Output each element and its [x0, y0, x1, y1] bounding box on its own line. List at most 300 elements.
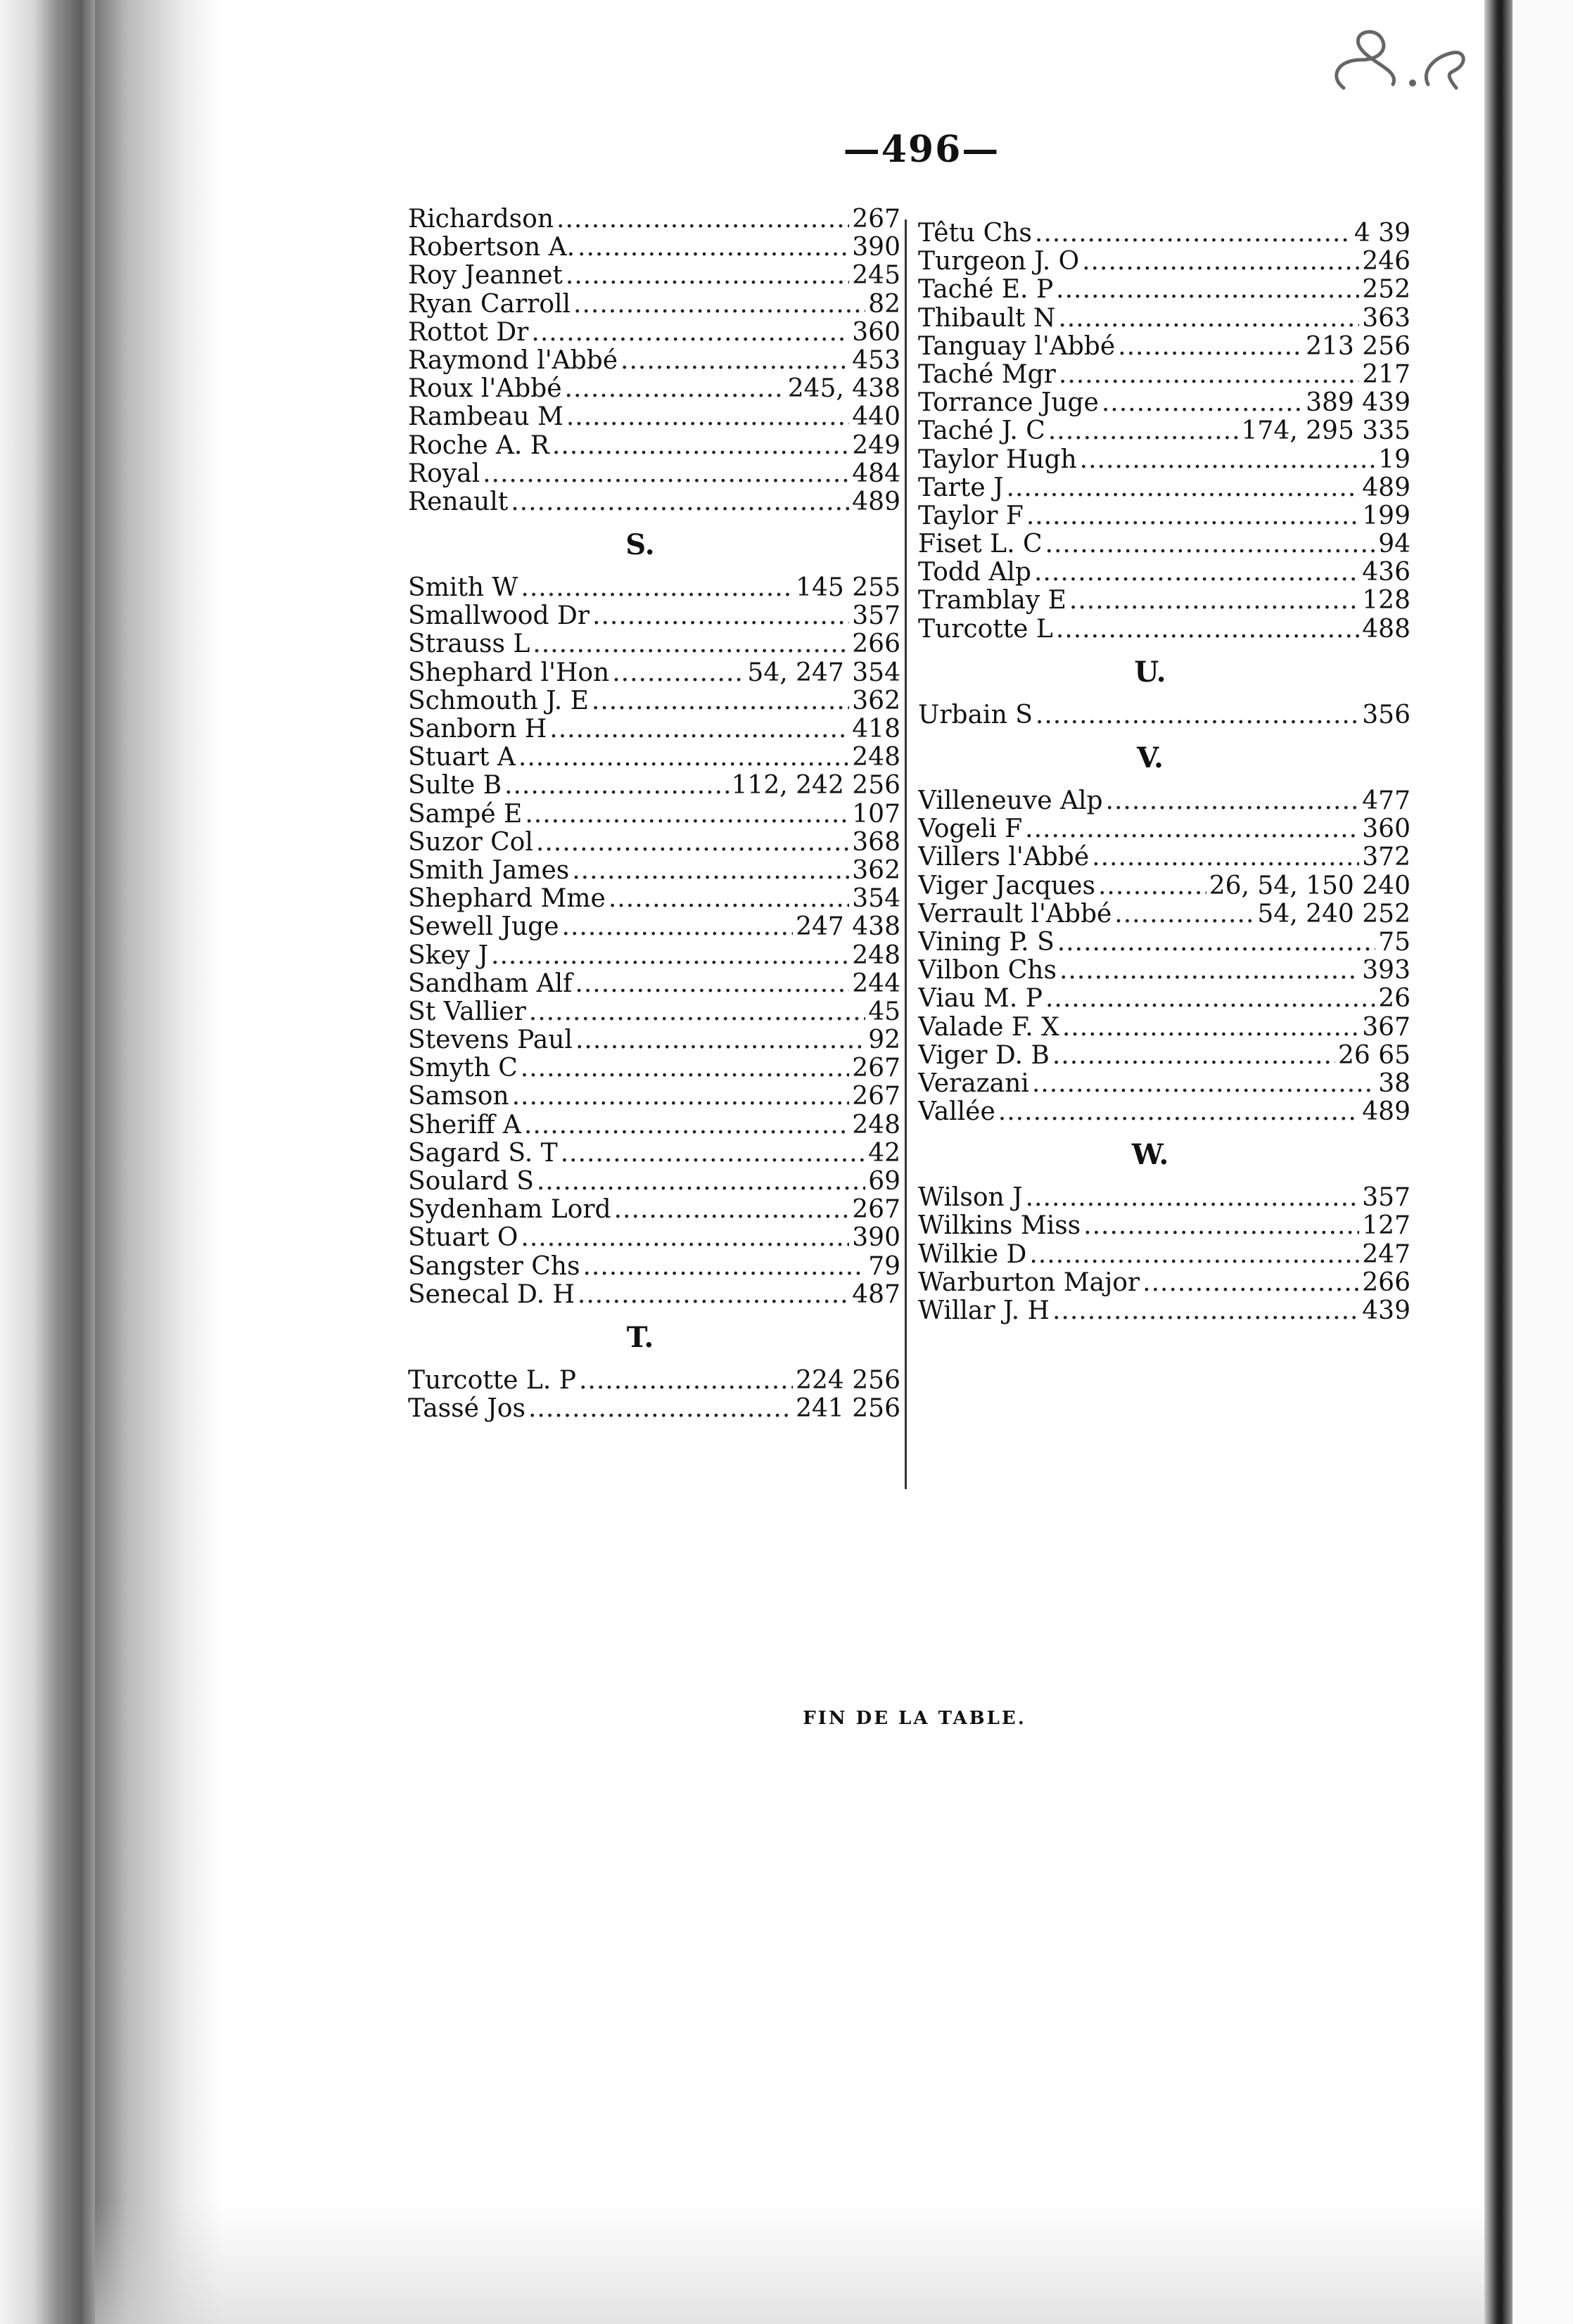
entry-pages: 249: [852, 431, 900, 460]
entry-pages: 174, 295 335: [1241, 417, 1410, 446]
dot-leader: [483, 460, 849, 488]
entry-name: Senecal D. H: [408, 1280, 575, 1309]
dot-leader: [1035, 219, 1351, 248]
entry-pages: 267: [852, 1054, 900, 1083]
entry-name: Vilbon Chs: [918, 957, 1057, 985]
handwritten-mark: [1323, 21, 1477, 98]
entry-name: Verazani: [918, 1069, 1029, 1098]
entry-name: Willar J. H: [918, 1297, 1050, 1325]
dot-leader: [1069, 587, 1359, 615]
dot-leader: [1098, 872, 1206, 900]
section-t-continued: [918, 219, 1410, 644]
entry-name: Turcotte L. P: [408, 1366, 576, 1395]
entry-name: Schmouth J. E: [408, 687, 589, 715]
entry-pages: 360: [1362, 815, 1410, 844]
section-heading-v: V.: [1137, 741, 1164, 774]
entry-name: Roche A. R: [408, 431, 549, 460]
entry-pages: 248: [852, 941, 900, 970]
entry-name: Todd Alp: [918, 558, 1031, 587]
index-entry: [918, 615, 1410, 644]
entry-name: Tarte J: [918, 473, 1004, 502]
entry-name: Sangster Chs: [408, 1252, 580, 1281]
entry-name: Verrault l'Abbé: [918, 900, 1112, 928]
index-entry: [408, 857, 900, 885]
entry-pages: 436: [1362, 558, 1410, 587]
dot-leader: [1106, 787, 1360, 815]
entry-name: Stevens Paul: [408, 1026, 573, 1055]
entry-pages: 244: [852, 969, 900, 998]
index-entry: [918, 815, 1410, 843]
dot-leader: [1029, 1241, 1359, 1269]
index-entry: [918, 474, 1410, 502]
entry-pages: 26 65: [1337, 1041, 1410, 1070]
entry-name: Raymond l'Abbé: [408, 346, 618, 375]
entry-name: St Vallier: [408, 997, 526, 1026]
entry-name: Stuart O: [408, 1224, 518, 1253]
dot-leader: [1052, 1042, 1335, 1070]
index-entry: [408, 772, 900, 800]
entry-pages: 393: [1362, 957, 1410, 985]
entry-pages: 390: [852, 234, 900, 262]
entry-name: Urbain S: [918, 701, 1033, 729]
entry-name: Shephard l'Hon: [408, 658, 610, 687]
entry-name: Wilkins Miss: [918, 1212, 1081, 1241]
dot-leader: [536, 829, 849, 857]
index-entry: [918, 787, 1410, 815]
dot-leader: [620, 347, 849, 375]
entry-pages: 107: [852, 800, 900, 829]
index-entry: [408, 432, 900, 460]
entry-name: Sandham Alf: [408, 969, 573, 998]
entry-pages: 247 438: [796, 913, 900, 942]
index-entry: [408, 885, 900, 913]
dot-leader: [1026, 1184, 1360, 1212]
entry-name: Turgeon J. O: [918, 248, 1080, 276]
dot-leader: [1092, 843, 1359, 872]
dot-leader: [614, 1196, 850, 1224]
index-entry: [408, 1196, 900, 1224]
entry-pages: 267: [852, 1196, 900, 1225]
dot-leader: [609, 885, 849, 913]
index-entry: [918, 1014, 1410, 1042]
dot-leader: [561, 1139, 866, 1168]
entry-pages: 357: [852, 602, 900, 631]
index-entry: [918, 701, 1410, 729]
dot-leader: [1056, 615, 1359, 644]
entry-pages: 92: [868, 1026, 900, 1055]
index-entry: [918, 900, 1410, 928]
index-entry: [408, 1083, 900, 1111]
dot-leader: [504, 772, 729, 800]
index-entry: [408, 1111, 900, 1139]
entry-name: Smallwood Dr: [408, 602, 590, 631]
entry-name: Thibault N: [918, 304, 1056, 333]
entry-name: Ryan Carroll: [408, 290, 571, 319]
entry-pages: 213 256: [1306, 332, 1410, 361]
entry-pages: 224 256: [796, 1366, 900, 1395]
dot-leader: [1102, 389, 1303, 417]
dot-leader: [566, 403, 849, 431]
index-entry: [408, 319, 900, 347]
entry-pages: 245: [852, 262, 900, 290]
section-heading-u: U.: [1134, 655, 1166, 689]
entry-pages: 247: [1362, 1240, 1410, 1269]
index-entry: [408, 290, 900, 319]
dot-leader: [1045, 530, 1376, 558]
entry-pages: 367: [1362, 1013, 1410, 1042]
entry-name: Sheriff A: [408, 1111, 521, 1139]
index-entry: [408, 488, 900, 516]
entry-name: Shephard Mme: [408, 885, 606, 914]
entry-name: Valade F. X: [918, 1013, 1059, 1042]
dot-leader: [1082, 248, 1359, 276]
entry-pages: 362: [852, 687, 900, 715]
entry-name: Viger Jacques: [918, 872, 1095, 900]
facing-page-edge: [1484, 0, 1512, 2324]
entry-name: Smith W: [408, 574, 518, 603]
dot-leader: [552, 432, 849, 460]
entry-name: Viau M. P: [918, 985, 1043, 1014]
entry-pages: 477: [1362, 787, 1410, 815]
dot-leader: [573, 290, 865, 319]
entry-name: Smyth C: [408, 1054, 518, 1083]
index-entry: [918, 305, 1410, 333]
entry-pages: 145 255: [796, 574, 900, 603]
index-entry: [408, 234, 900, 262]
entry-pages: 488: [1362, 615, 1410, 644]
entry-pages: 439: [1362, 1297, 1410, 1325]
index-entry: [408, 602, 900, 630]
index-entry: [918, 1070, 1410, 1098]
entry-pages: 241 256: [796, 1395, 900, 1424]
entry-name: Villeneuve Alp: [918, 787, 1103, 815]
entry-name: Soulard S: [408, 1168, 534, 1196]
entry-pages: 217: [1362, 360, 1410, 389]
index-entry: [918, 1269, 1410, 1297]
entry-pages: 54, 247 354: [747, 658, 900, 687]
section-heading-t: T.: [626, 1320, 654, 1354]
index-entry: [918, 928, 1410, 957]
index-entry: [918, 1212, 1410, 1240]
entry-pages: 489: [852, 487, 900, 516]
index-entry: [918, 1098, 1410, 1126]
entry-pages: 19: [1378, 445, 1410, 474]
index-entry: [408, 913, 900, 941]
index-entry: [408, 998, 900, 1026]
index-entry: [408, 375, 900, 403]
index-entry: [408, 970, 900, 998]
dot-leader: [1059, 957, 1359, 985]
index-entry: [408, 262, 900, 290]
entry-name: Sulte B: [408, 772, 502, 800]
index-entry: [918, 389, 1410, 417]
dot-leader: [575, 970, 849, 998]
index-entry: [408, 205, 900, 234]
index-entry: [408, 659, 900, 687]
entry-pages: 354: [852, 885, 900, 914]
index-entry: [918, 446, 1410, 474]
index-entry: [918, 361, 1410, 389]
dot-leader: [1114, 900, 1254, 928]
index-entry: [918, 872, 1410, 900]
entry-name: Strauss L: [408, 630, 530, 659]
entry-name: Tramblay E: [918, 587, 1066, 615]
entry-pages: 248: [852, 1111, 900, 1139]
entry-pages: 390: [852, 1224, 900, 1253]
index-entry: [918, 219, 1410, 248]
index-entry: [918, 1297, 1410, 1325]
entry-name: Suzor Col: [408, 828, 533, 857]
entry-pages: 360: [852, 318, 900, 347]
index-entry: [408, 460, 900, 488]
entry-name: Taché Mgr: [918, 360, 1056, 389]
section-r: [408, 205, 900, 516]
index-column-left: [408, 205, 900, 1423]
index-entry: [918, 248, 1410, 276]
entry-name: Taché J. C: [918, 417, 1045, 446]
page-number: —496—: [843, 128, 1000, 171]
entry-name: Sewell Juge: [408, 913, 559, 942]
entry-name: Turcotte L: [918, 615, 1053, 644]
dot-leader: [512, 1083, 850, 1111]
entry-pages: 267: [852, 205, 900, 234]
section-heading-s: S.: [625, 528, 655, 562]
dot-leader: [998, 1098, 1359, 1126]
dot-leader: [1048, 417, 1239, 445]
dot-leader: [1036, 701, 1359, 729]
entry-pages: 267: [852, 1083, 900, 1111]
dot-leader: [1052, 1297, 1359, 1325]
entry-name: Skey J: [408, 941, 488, 970]
index-entry: [408, 715, 900, 743]
dot-leader: [1142, 1269, 1359, 1297]
entry-pages: 362: [852, 856, 900, 885]
scan-shading: [95, 2202, 1484, 2324]
index-entry: [918, 587, 1410, 615]
index-entry: [408, 687, 900, 715]
entry-name: Taylor F: [918, 502, 1024, 530]
dot-leader: [549, 715, 849, 743]
entry-name: Villers l'Abbé: [918, 843, 1090, 872]
page-shadow: [95, 0, 222, 2324]
index-entry: [918, 1241, 1410, 1269]
entry-pages: 266: [852, 630, 900, 659]
entry-name: Renault: [408, 487, 509, 516]
section-heading-w: W.: [1131, 1138, 1169, 1172]
entry-pages: 363: [1362, 304, 1410, 333]
index-entry: [408, 1139, 900, 1168]
index-entry: [918, 985, 1410, 1013]
entry-pages: 75: [1378, 928, 1410, 957]
dot-leader: [529, 998, 865, 1026]
index-entry: [408, 1224, 900, 1252]
dot-leader: [1057, 928, 1375, 957]
dot-leader: [578, 234, 849, 262]
index-entry: [408, 574, 900, 602]
entry-name: Sanborn H: [408, 715, 547, 743]
dot-leader: [575, 1026, 865, 1054]
section-w: [918, 1184, 1410, 1325]
entry-pages: 489: [1362, 473, 1410, 502]
entry-name: Tassé Jos: [408, 1395, 526, 1424]
dot-leader: [578, 1281, 849, 1309]
entry-name: Warburton Major: [918, 1268, 1140, 1297]
index-entry: [918, 957, 1410, 985]
entry-name: Vallée: [918, 1098, 995, 1127]
entry-name: Rambeau M: [408, 403, 563, 432]
entry-pages: 94: [1378, 530, 1410, 559]
entry-pages: 248: [852, 743, 900, 772]
entry-pages: 112, 242 256: [731, 772, 900, 800]
index-entry: [408, 1281, 900, 1309]
dot-leader: [1080, 446, 1376, 474]
section-s: [408, 574, 900, 1309]
entry-pages: 440: [852, 403, 900, 432]
index-entry: [918, 1184, 1410, 1212]
dot-leader: [612, 659, 744, 687]
dot-leader: [592, 687, 849, 715]
dot-leader: [566, 262, 849, 290]
dot-leader: [572, 857, 849, 885]
dot-leader: [579, 1367, 793, 1395]
column-divider: [905, 219, 907, 1489]
index-entry: [408, 1168, 900, 1196]
dot-leader: [582, 1253, 865, 1281]
entry-name: Tanguay l'Abbé: [918, 332, 1116, 361]
entry-pages: 128: [1362, 587, 1410, 615]
entry-pages: 484: [852, 459, 900, 488]
entry-pages: 487: [852, 1280, 900, 1309]
index-entry: [408, 403, 900, 431]
dot-leader: [1118, 333, 1303, 361]
entry-name: Sagard S. T: [408, 1139, 558, 1168]
dot-leader: [592, 602, 849, 630]
index-entry: [918, 530, 1410, 558]
index-entry: [408, 1253, 900, 1281]
entry-pages: 418: [852, 715, 900, 743]
index-entry: [408, 800, 900, 829]
entry-name: Sydenham Lord: [408, 1196, 611, 1225]
entry-pages: 489: [1362, 1098, 1410, 1127]
dot-leader: [1026, 502, 1359, 530]
entry-pages: 252: [1362, 276, 1410, 305]
index-entry: [918, 843, 1410, 872]
index-entry: [408, 1367, 900, 1395]
entry-pages: 69: [868, 1168, 900, 1196]
index-entry: [408, 1395, 900, 1423]
entry-name: Vining P. S: [918, 928, 1055, 957]
index-entry: [918, 1042, 1410, 1070]
entry-name: Viger D. B: [918, 1041, 1050, 1070]
dot-leader: [521, 574, 793, 602]
index-entry: [408, 630, 900, 658]
dot-leader: [537, 1168, 865, 1196]
entry-name: Têtu Chs: [918, 219, 1032, 248]
entry-name: Roux l'Abbé: [408, 375, 562, 404]
index-entry: [408, 1026, 900, 1054]
dot-leader: [521, 1054, 850, 1083]
entry-name: Smith James: [408, 856, 570, 885]
facing-page: [1512, 0, 1573, 2324]
entry-pages: 45: [868, 997, 900, 1026]
index-entry: [918, 276, 1410, 304]
dot-leader: [491, 942, 849, 970]
entry-pages: 82: [868, 290, 900, 319]
dot-leader: [521, 1224, 849, 1252]
entry-name: Richardson: [408, 205, 554, 234]
entry-pages: 79: [868, 1252, 900, 1281]
entry-pages: 199: [1362, 502, 1410, 530]
dot-leader: [528, 1395, 793, 1423]
entry-name: Stuart A: [408, 743, 516, 772]
index-entry: [408, 347, 900, 375]
binding-gutter: [0, 0, 95, 2324]
dot-leader: [518, 743, 849, 772]
entry-pages: 368: [852, 828, 900, 857]
dot-leader: [1083, 1212, 1359, 1240]
entry-name: Vogeli F: [918, 815, 1023, 844]
index-entry: [408, 743, 900, 772]
dot-leader: [556, 205, 849, 234]
entry-pages: 42: [868, 1139, 900, 1168]
dot-leader: [524, 1111, 849, 1139]
dot-leader: [565, 375, 785, 403]
entry-pages: 4 39: [1354, 219, 1410, 248]
dot-leader: [1062, 1014, 1359, 1042]
index-entry: [408, 942, 900, 970]
section-v: [918, 787, 1410, 1126]
entry-pages: 453: [852, 346, 900, 375]
end-note: FIN DE LA TABLE.: [803, 1708, 1026, 1729]
dot-leader: [1034, 558, 1359, 587]
entry-name: Roy Jeannet: [408, 262, 563, 290]
dot-leader: [1056, 276, 1359, 304]
entry-name: Rottot Dr: [408, 318, 529, 347]
entry-name: Robertson A.: [408, 234, 575, 262]
entry-pages: 26, 54, 150 240: [1209, 872, 1410, 900]
entry-pages: 127: [1362, 1212, 1410, 1241]
dot-leader: [562, 913, 794, 941]
dot-leader: [511, 488, 849, 516]
index-entry: [918, 333, 1410, 361]
dot-leader: [1025, 815, 1359, 843]
dot-leader: [531, 319, 849, 347]
entry-pages: 389 439: [1306, 389, 1410, 418]
dot-leader: [1045, 985, 1375, 1013]
section-u: [918, 701, 1410, 729]
entry-name: Taché E. P: [918, 276, 1054, 305]
entry-pages: 246: [1362, 248, 1410, 276]
entry-pages: 372: [1362, 843, 1410, 872]
entry-pages: 356: [1362, 701, 1410, 729]
dot-leader: [1058, 305, 1359, 333]
entry-name: Wilkie D: [918, 1240, 1027, 1269]
entry-pages: 26: [1378, 985, 1410, 1014]
entry-name: Fiset L. C: [918, 530, 1043, 559]
entry-name: Wilson J: [918, 1184, 1023, 1213]
dot-leader: [525, 800, 849, 829]
entry-pages: 266: [1362, 1268, 1410, 1297]
dot-leader: [1007, 474, 1360, 502]
entry-pages: 245, 438: [787, 375, 900, 404]
entry-name: Taylor Hugh: [918, 445, 1077, 474]
index-entry: [408, 1054, 900, 1083]
entry-name: Royal: [408, 459, 480, 488]
index-column-right: [918, 219, 1410, 1325]
dot-leader: [1059, 361, 1359, 389]
entry-pages: 54, 240 252: [1257, 900, 1410, 928]
entry-name: Samson: [408, 1083, 509, 1111]
